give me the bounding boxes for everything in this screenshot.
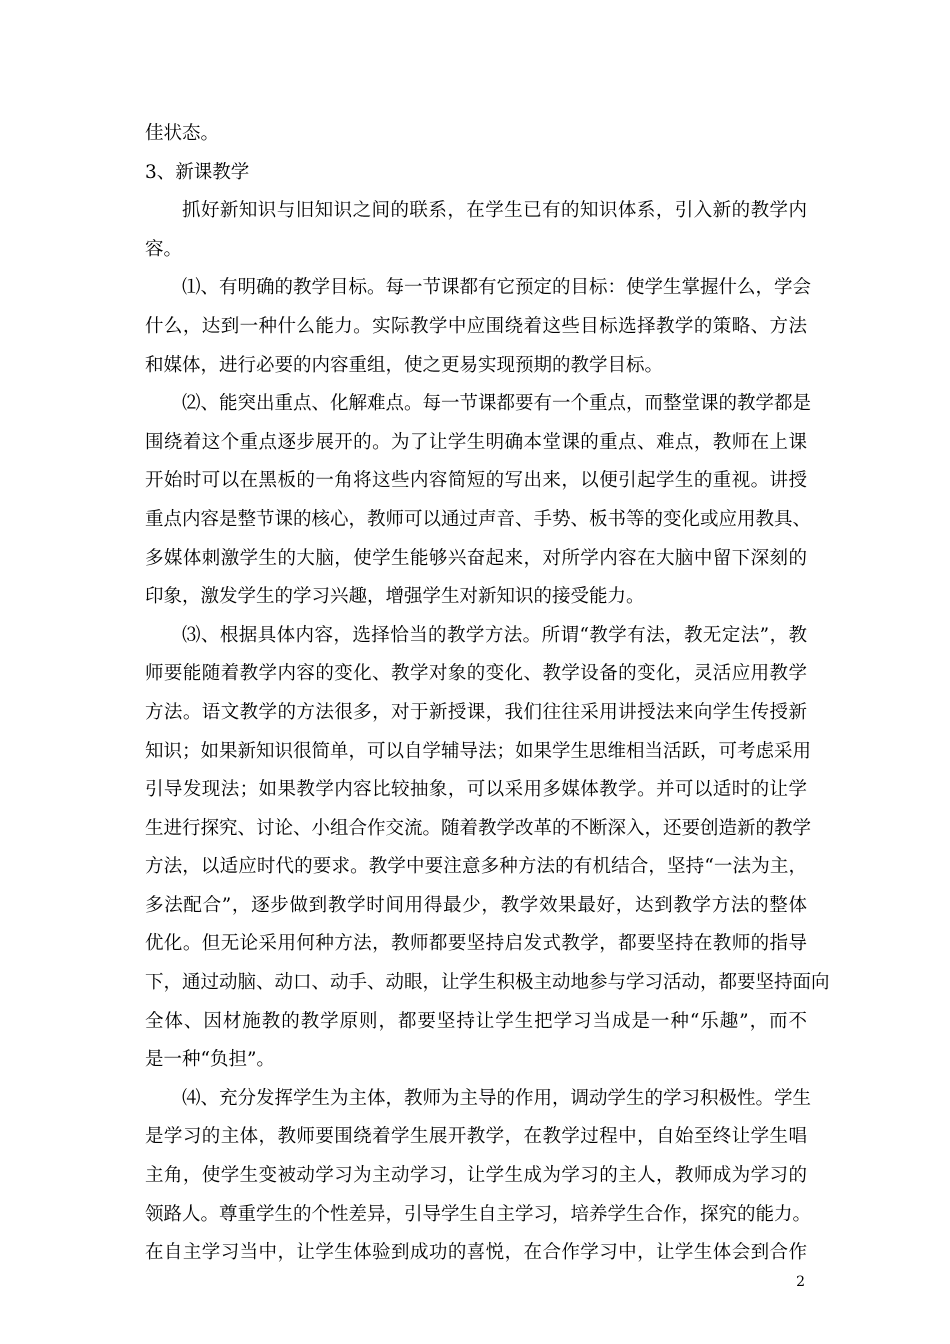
document-body xyxy=(145,115,830,1273)
text-line: ⑷、充分发挥学生为主体，教师为主导的作用，调动学生的学习积极性。学生 xyxy=(182,1087,812,1109)
text-line: 生进行探究、讨论、小组合作交流。随着教学改革的不断深入，还要创造新的教学 xyxy=(145,817,812,839)
text-line: 围绕着这个重点逐步展开的。为了让学生明确本堂课的重点、难点，教师在上课 xyxy=(145,431,807,453)
text-line: 是学习的主体，教师要围绕着学生展开教学，在教学过程中，自始至终让学生唱 xyxy=(145,1126,807,1148)
text-line: 主角，使学生变被动学习为主动学习，让学生成为学习的主人，教师成为学习的 xyxy=(145,1165,807,1187)
text-line: 印象，激发学生的学习兴趣，增强学生对新知识的接受能力。 xyxy=(145,586,645,608)
text-line: 知识；如果新知识很简单，可以自学辅导法；如果学生思维相当活跃，可考虑采用 xyxy=(145,740,812,762)
text-line: 和媒体，进行必要的内容重组，使之更易实现预期的教学目标。 xyxy=(145,354,664,376)
text-line: 什么，达到一种什么能力。实际教学中应围绕着这些目标选择教学的策略、方法 xyxy=(145,315,807,337)
text-line: ⑴、有明确的教学目标。每一节课都有它预定的目标：使学生掌握什么，学会 xyxy=(182,277,812,299)
text-line: 开始时可以在黑板的一角将这些内容简短的写出来，以便引起学生的重视。讲授 xyxy=(145,470,807,492)
text-line: 师要能随着教学内容的变化、教学对象的变化、教学设备的变化，灵活应用教学 xyxy=(145,663,807,685)
text-line: 优化。但无论采用何种方法，教师都要坚持启发式教学，都要坚持在教师的指导 xyxy=(145,933,807,955)
text-line: 方法。语文教学的方法很多，对于新授课，我们往往采用讲授法来向学生传授新 xyxy=(145,701,807,723)
text-line: ⑶、根据具体内容，选择恰当的教学方法。所谓“教学有法，教无定法”，教 xyxy=(182,624,807,646)
page-number: 2 xyxy=(796,1274,805,1290)
text-line: 抓好新知识与旧知识之间的联系，在学生已有的知识体系，引入新的教学内 xyxy=(182,200,807,222)
text-line: 领路人。尊重学生的个性差异，引导学生自主学习，培养学生合作，探究的能力。 xyxy=(145,1203,812,1225)
text-line: ⑵、能突出重点、化解难点。每一节课都要有一个重点，而整堂课的教学都是 xyxy=(182,393,812,415)
text-line: 容。 xyxy=(145,238,183,260)
text-line: 佳状态。 xyxy=(145,123,220,144)
text-line: 多媒体刺激学生的大脑，使学生能够兴奋起来，对所学内容在大脑中留下深刻的 xyxy=(145,547,807,569)
text-line: 引导发现法；如果教学内容比较抽象，可以采用多媒体教学。并可以适时的让学 xyxy=(145,779,807,801)
text-line: 多法配合”，逐步做到教学时间用得最少，教学效果最好，达到教学方法的整体 xyxy=(145,894,807,916)
text-line: 是一种“负担”。 xyxy=(145,1049,275,1071)
text-line: 方法，以适应时代的要求。教学中要注意多种方法的有机结合，坚持“一法为主， xyxy=(145,856,807,878)
text-line: 在自主学习当中，让学生体验到成功的喜悦，在合作学习中，让学生体会到合作 xyxy=(145,1242,807,1264)
text-line: 3、新课教学 xyxy=(145,161,250,183)
text-line: 重点内容是整节课的核心，教师可以通过声音、手势、板书等的变化或应用教具、 xyxy=(145,508,812,530)
text-line: 全体、因材施教的教学原则，都要坚持让学生把学习当成是一种“乐趣”，而不 xyxy=(145,1010,807,1032)
text-line: 下，通过动脑、动口、动手、动眼，让学生积极主动地参与学习活动，都要坚持面向 xyxy=(145,972,830,994)
